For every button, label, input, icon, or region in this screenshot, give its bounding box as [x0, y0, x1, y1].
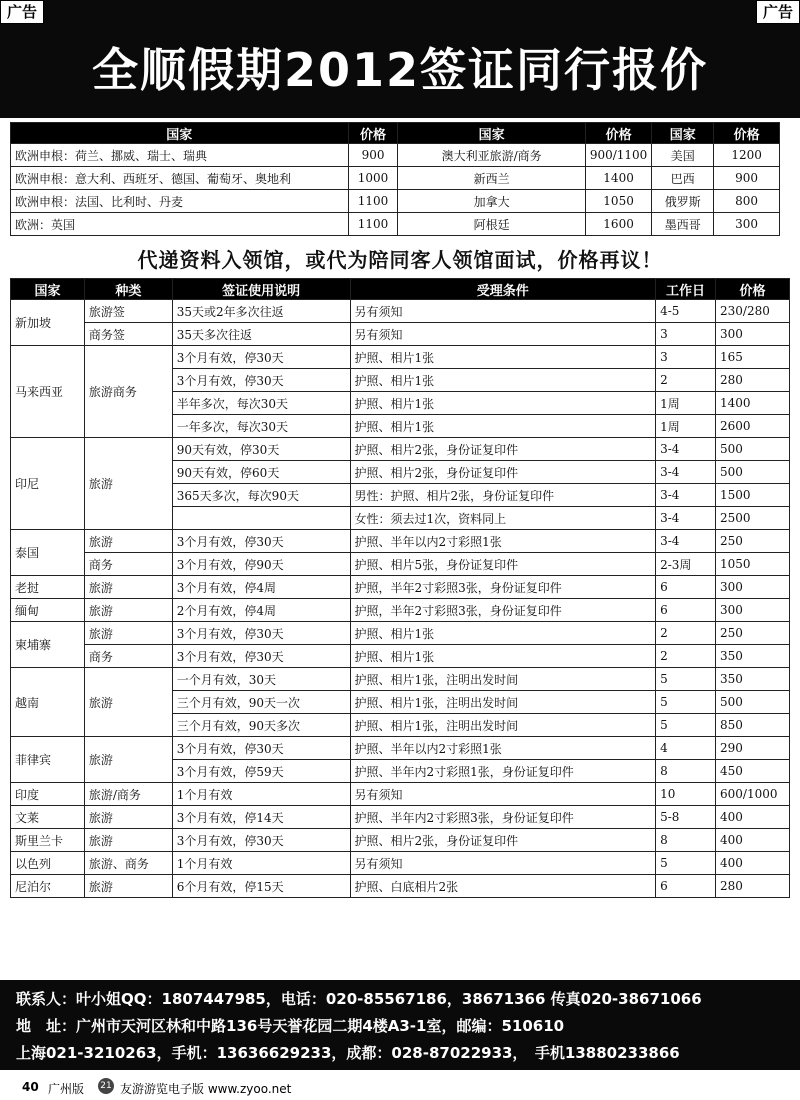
visa-type-cell: 旅游 [84, 530, 172, 553]
visa-desc-cell: 2个月有效，停4周 [172, 599, 350, 622]
country-cell: 阿根廷 [398, 213, 585, 236]
visa-requirement-cell: 女性：须去过1次，资料同上 [350, 507, 656, 530]
visa-desc-cell: 35天多次往返 [172, 323, 350, 346]
visa-price-cell: 2600 [716, 415, 790, 438]
visa-desc-cell: 90天有效，停60天 [172, 461, 350, 484]
visa-days-cell: 8 [656, 829, 716, 852]
visa-row [11, 300, 790, 323]
visa-requirement-cell: 护照、相片1张 [350, 346, 656, 369]
visa-country-cell: 印度 [11, 783, 85, 806]
country-cell: 新西兰 [398, 167, 585, 190]
visa-days-cell: 3-4 [656, 461, 716, 484]
visa-desc-cell: 三个月有效，90天多次 [172, 714, 350, 737]
visa-row [11, 576, 790, 599]
visa-days-cell: 3 [656, 346, 716, 369]
visa-desc-cell: 3个月有效，停30天 [172, 737, 350, 760]
visa-desc-cell: 3个月有效，停4周 [172, 576, 350, 599]
price-row [11, 144, 780, 167]
visa-desc-cell: 一个月有效，30天 [172, 668, 350, 691]
country-cell: 墨西哥 [652, 213, 714, 236]
visa-requirement-cell: 护照、相片1张，注明出发时间 [350, 714, 656, 737]
visa-requirement-cell: 护照、相片1张 [350, 622, 656, 645]
visa-price-cell: 500 [716, 438, 790, 461]
visa-desc-cell: 3个月有效，停30天 [172, 829, 350, 852]
visa-price-cell: 300 [716, 599, 790, 622]
visa-row [11, 622, 790, 645]
visa-row [11, 668, 790, 691]
visa-desc-cell: 3个月有效，停30天 [172, 645, 350, 668]
visa-desc-cell: 3个月有效，停59天 [172, 760, 350, 783]
country-cell: 美国 [652, 144, 714, 167]
price-row [11, 167, 780, 190]
visa-requirement-cell: 另有须知 [350, 323, 656, 346]
visa-row [11, 875, 790, 898]
visa-days-cell: 6 [656, 875, 716, 898]
price-cell: 800 [714, 190, 780, 213]
visa-type-cell: 商务 [84, 645, 172, 668]
visa-table-body [11, 300, 790, 898]
visa-days-cell: 5-8 [656, 806, 716, 829]
visa-requirement-cell: 护照、相片1张 [350, 415, 656, 438]
visa-requirement-cell: 护照、半年以内2寸彩照1张 [350, 737, 656, 760]
visa-desc-cell: 90天有效，停30天 [172, 438, 350, 461]
visa-header-cell: 种类 [84, 279, 172, 300]
service-note: 代递资料入领馆，或代为陪同客人领馆面试，价格再议！ [137, 248, 663, 272]
visa-country-cell: 斯里兰卡 [11, 829, 85, 852]
visa-row [11, 438, 790, 461]
visa-requirement-cell: 护照、相片1张 [350, 392, 656, 415]
visa-desc-cell: 6个月有效，停15天 [172, 875, 350, 898]
visa-days-cell: 2 [656, 622, 716, 645]
visa-type-cell: 商务签 [84, 323, 172, 346]
visa-type-cell: 旅游 [84, 668, 172, 737]
visa-requirement-cell: 护照，半年2寸彩照3张，身份证复印件 [350, 576, 656, 599]
visa-desc-cell: 35天或2年多次往返 [172, 300, 350, 323]
visa-requirement-cell: 另有须知 [350, 300, 656, 323]
country-cell: 加拿大 [398, 190, 585, 213]
visa-price-cell: 1050 [716, 553, 790, 576]
price-row [11, 213, 780, 236]
visa-row [11, 645, 790, 668]
visa-type-cell: 旅游 [84, 622, 172, 645]
visa-desc-cell: 1个月有效 [172, 852, 350, 875]
visa-type-cell: 商务 [84, 553, 172, 576]
price-table-body [11, 144, 780, 236]
visa-country-cell: 越南 [11, 668, 85, 737]
visa-row [11, 737, 790, 760]
visa-type-cell: 旅游 [84, 829, 172, 852]
visa-days-cell: 6 [656, 576, 716, 599]
visa-days-cell: 5 [656, 852, 716, 875]
visa-price-cell: 1400 [716, 392, 790, 415]
visa-requirement-cell: 护照、半年内2寸彩照1张，身份证复印件 [350, 760, 656, 783]
visa-price-cell: 350 [716, 645, 790, 668]
price-row [11, 190, 780, 213]
visa-row [11, 553, 790, 576]
visa-days-cell: 2 [656, 369, 716, 392]
country-cell: 欧洲：英国 [11, 213, 349, 236]
visa-desc-cell: 3个月有效，停90天 [172, 553, 350, 576]
visa-price-cell: 250 [716, 530, 790, 553]
visa-header-cell: 签证使用说明 [172, 279, 350, 300]
price-cell: 1000 [348, 167, 398, 190]
visa-days-cell: 3-4 [656, 530, 716, 553]
visa-row [11, 323, 790, 346]
page-title: 全顺假期2012签证同行报价 [91, 43, 709, 97]
visa-type-cell: 旅游/商务 [84, 783, 172, 806]
visa-price-cell: 500 [716, 691, 790, 714]
visa-type-cell: 旅游 [84, 806, 172, 829]
visa-country-cell: 泰国 [11, 530, 85, 576]
visa-days-cell: 5 [656, 691, 716, 714]
price-header-cell: 国家 [398, 123, 585, 144]
visa-price-cell: 300 [716, 323, 790, 346]
visa-days-cell: 5 [656, 668, 716, 691]
visa-desc-cell: 一年多次，每次30天 [172, 415, 350, 438]
visa-country-cell: 缅甸 [11, 599, 85, 622]
visa-price-cell: 400 [716, 852, 790, 875]
ad-label-right: 广告 [756, 0, 800, 24]
visa-requirement-cell: 护照、相片5张，身份证复印件 [350, 553, 656, 576]
visa-requirement-cell: 护照，半年2寸彩照3张，身份证复印件 [350, 599, 656, 622]
visa-desc-cell: 3个月有效，停30天 [172, 530, 350, 553]
visa-desc-cell: 3个月有效，停14天 [172, 806, 350, 829]
country-cell: 欧洲申根：荷兰、挪威、瑞士、瑞典 [11, 144, 349, 167]
price-header-cell: 国家 [652, 123, 714, 144]
visa-days-cell: 4 [656, 737, 716, 760]
visa-requirement-cell: 另有须知 [350, 852, 656, 875]
visa-row [11, 599, 790, 622]
visa-row [11, 783, 790, 806]
page-number: 40 [22, 1080, 39, 1094]
price-cell: 1400 [585, 167, 652, 190]
visa-desc-cell: 半年多次，每次30天 [172, 392, 350, 415]
visa-price-cell: 280 [716, 369, 790, 392]
visa-days-cell: 3-4 [656, 507, 716, 530]
price-cell: 900/1100 [585, 144, 652, 167]
price-header-cell: 价格 [585, 123, 652, 144]
visa-table-header [11, 279, 790, 300]
visa-country-cell: 文莱 [11, 806, 85, 829]
visa-row [11, 829, 790, 852]
price-cell: 300 [714, 213, 780, 236]
country-cell: 澳大利亚旅游/商务 [398, 144, 585, 167]
visa-country-cell: 以色列 [11, 852, 85, 875]
visa-price-cell: 300 [716, 576, 790, 599]
visa-header-cell: 国家 [11, 279, 85, 300]
visa-days-cell: 1周 [656, 392, 716, 415]
visa-days-cell: 2-3周 [656, 553, 716, 576]
visa-requirement-cell: 护照、白底相片2张 [350, 875, 656, 898]
visa-type-cell: 旅游商务 [84, 346, 172, 438]
visa-country-cell: 印尼 [11, 438, 85, 530]
visa-country-cell: 新加坡 [11, 300, 85, 346]
visa-price-cell: 400 [716, 829, 790, 852]
visa-country-cell: 马来西亚 [11, 346, 85, 438]
visa-price-cell: 2500 [716, 507, 790, 530]
visa-desc-cell [172, 507, 350, 530]
visa-type-cell: 旅游 [84, 599, 172, 622]
visa-requirement-cell: 护照、相片2张，身份证复印件 [350, 829, 656, 852]
visa-type-cell: 旅游 [84, 438, 172, 530]
visa-requirement-cell: 护照、相片1张，注明出发时间 [350, 691, 656, 714]
visa-price-cell: 290 [716, 737, 790, 760]
price-table-header [11, 123, 780, 144]
brand-logo-icon: 21 [98, 1078, 114, 1094]
visa-type-cell: 旅游签 [84, 300, 172, 323]
visa-price-cell: 250 [716, 622, 790, 645]
visa-row [11, 530, 790, 553]
contact-address: 地 址：广州市天河区林和中路136号天誉花园二期4楼A3-1室，邮编：510610 [16, 1017, 565, 1035]
visa-country-cell: 菲律宾 [11, 737, 85, 783]
contact-phone: 联系人：叶小姐QQ：1807447985，电话：020-85567186，38671366 传真020-38671066 [16, 990, 702, 1008]
visa-header-cell: 工作日 [656, 279, 716, 300]
price-header-cell: 价格 [714, 123, 780, 144]
visa-country-cell: 老挝 [11, 576, 85, 599]
visa-days-cell: 1周 [656, 415, 716, 438]
visa-requirement-cell: 护照、相片1张 [350, 645, 656, 668]
footer-slogan: 友游游览电子版 www.zyoo.net [120, 1082, 292, 1096]
price-cell: 900 [714, 167, 780, 190]
visa-price-cell: 450 [716, 760, 790, 783]
edition-label: 广州版 [48, 1082, 85, 1096]
visa-desc-cell: 3个月有效，停30天 [172, 346, 350, 369]
visa-price-cell: 230/280 [716, 300, 790, 323]
visa-days-cell: 2 [656, 645, 716, 668]
page-footer [0, 1074, 800, 1100]
visa-price-cell: 1500 [716, 484, 790, 507]
visa-days-cell: 4-5 [656, 300, 716, 323]
country-cell: 欧洲申根：法国、比利时、丹麦 [11, 190, 349, 213]
visa-desc-cell: 三个月有效，90天一次 [172, 691, 350, 714]
contact-branches: 上海021-3210263，手机：13636629233，成都：028-87022933， 手机13880233866 [16, 1044, 680, 1062]
visa-requirement-cell: 护照、半年以内2寸彩照1张 [350, 530, 656, 553]
visa-country-cell: 柬埔寨 [11, 622, 85, 668]
visa-price-cell: 850 [716, 714, 790, 737]
price-header-cell: 国家 [11, 123, 349, 144]
price-cell: 1600 [585, 213, 652, 236]
visa-price-cell: 350 [716, 668, 790, 691]
visa-desc-cell: 365天多次，每次90天 [172, 484, 350, 507]
visa-desc-cell: 3个月有效，停30天 [172, 369, 350, 392]
visa-price-cell: 280 [716, 875, 790, 898]
visa-desc-cell: 1个月有效 [172, 783, 350, 806]
visa-requirement-cell: 护照、相片1张 [350, 369, 656, 392]
price-cell: 900 [348, 144, 398, 167]
visa-row [11, 346, 790, 369]
visa-days-cell: 3-4 [656, 484, 716, 507]
visa-row [11, 806, 790, 829]
visa-desc-cell: 3个月有效，停30天 [172, 622, 350, 645]
visa-requirement-cell: 护照、相片1张，注明出发时间 [350, 668, 656, 691]
visa-price-cell: 600/1000 [716, 783, 790, 806]
visa-requirement-cell: 男性：护照、相片2张，身份证复印件 [350, 484, 656, 507]
country-cell: 欧洲申根：意大利、西班牙、德国、葡萄牙、奥地利 [11, 167, 349, 190]
visa-type-cell: 旅游 [84, 576, 172, 599]
country-cell: 巴西 [652, 167, 714, 190]
ad-label-left: 广告 [0, 0, 44, 24]
visa-requirement-cell: 护照、相片2张，身份证复印件 [350, 438, 656, 461]
visa-requirement-cell: 护照、相片2张，身份证复印件 [350, 461, 656, 484]
visa-requirement-cell: 护照、半年内2寸彩照3张，身份证复印件 [350, 806, 656, 829]
visa-type-cell: 旅游 [84, 875, 172, 898]
visa-country-cell: 尼泊尔 [11, 875, 85, 898]
visa-type-cell: 旅游 [84, 737, 172, 783]
price-table [10, 122, 780, 236]
country-cell: 俄罗斯 [652, 190, 714, 213]
visa-days-cell: 10 [656, 783, 716, 806]
price-cell: 1200 [714, 144, 780, 167]
visa-days-cell: 5 [656, 714, 716, 737]
visa-days-cell: 6 [656, 599, 716, 622]
price-cell: 1100 [348, 213, 398, 236]
visa-requirement-cell: 另有须知 [350, 783, 656, 806]
visa-price-cell: 400 [716, 806, 790, 829]
price-header-cell: 价格 [348, 123, 398, 144]
visa-days-cell: 8 [656, 760, 716, 783]
visa-days-cell: 3-4 [656, 438, 716, 461]
visa-days-cell: 3 [656, 323, 716, 346]
visa-row [11, 852, 790, 875]
visa-header-cell: 受理条件 [350, 279, 656, 300]
visa-table [10, 278, 790, 898]
price-cell: 1100 [348, 190, 398, 213]
visa-price-cell: 165 [716, 346, 790, 369]
visa-price-cell: 500 [716, 461, 790, 484]
visa-header-cell: 价格 [716, 279, 790, 300]
contact-band [0, 980, 800, 1070]
visa-type-cell: 旅游、商务 [84, 852, 172, 875]
price-cell: 1050 [585, 190, 652, 213]
